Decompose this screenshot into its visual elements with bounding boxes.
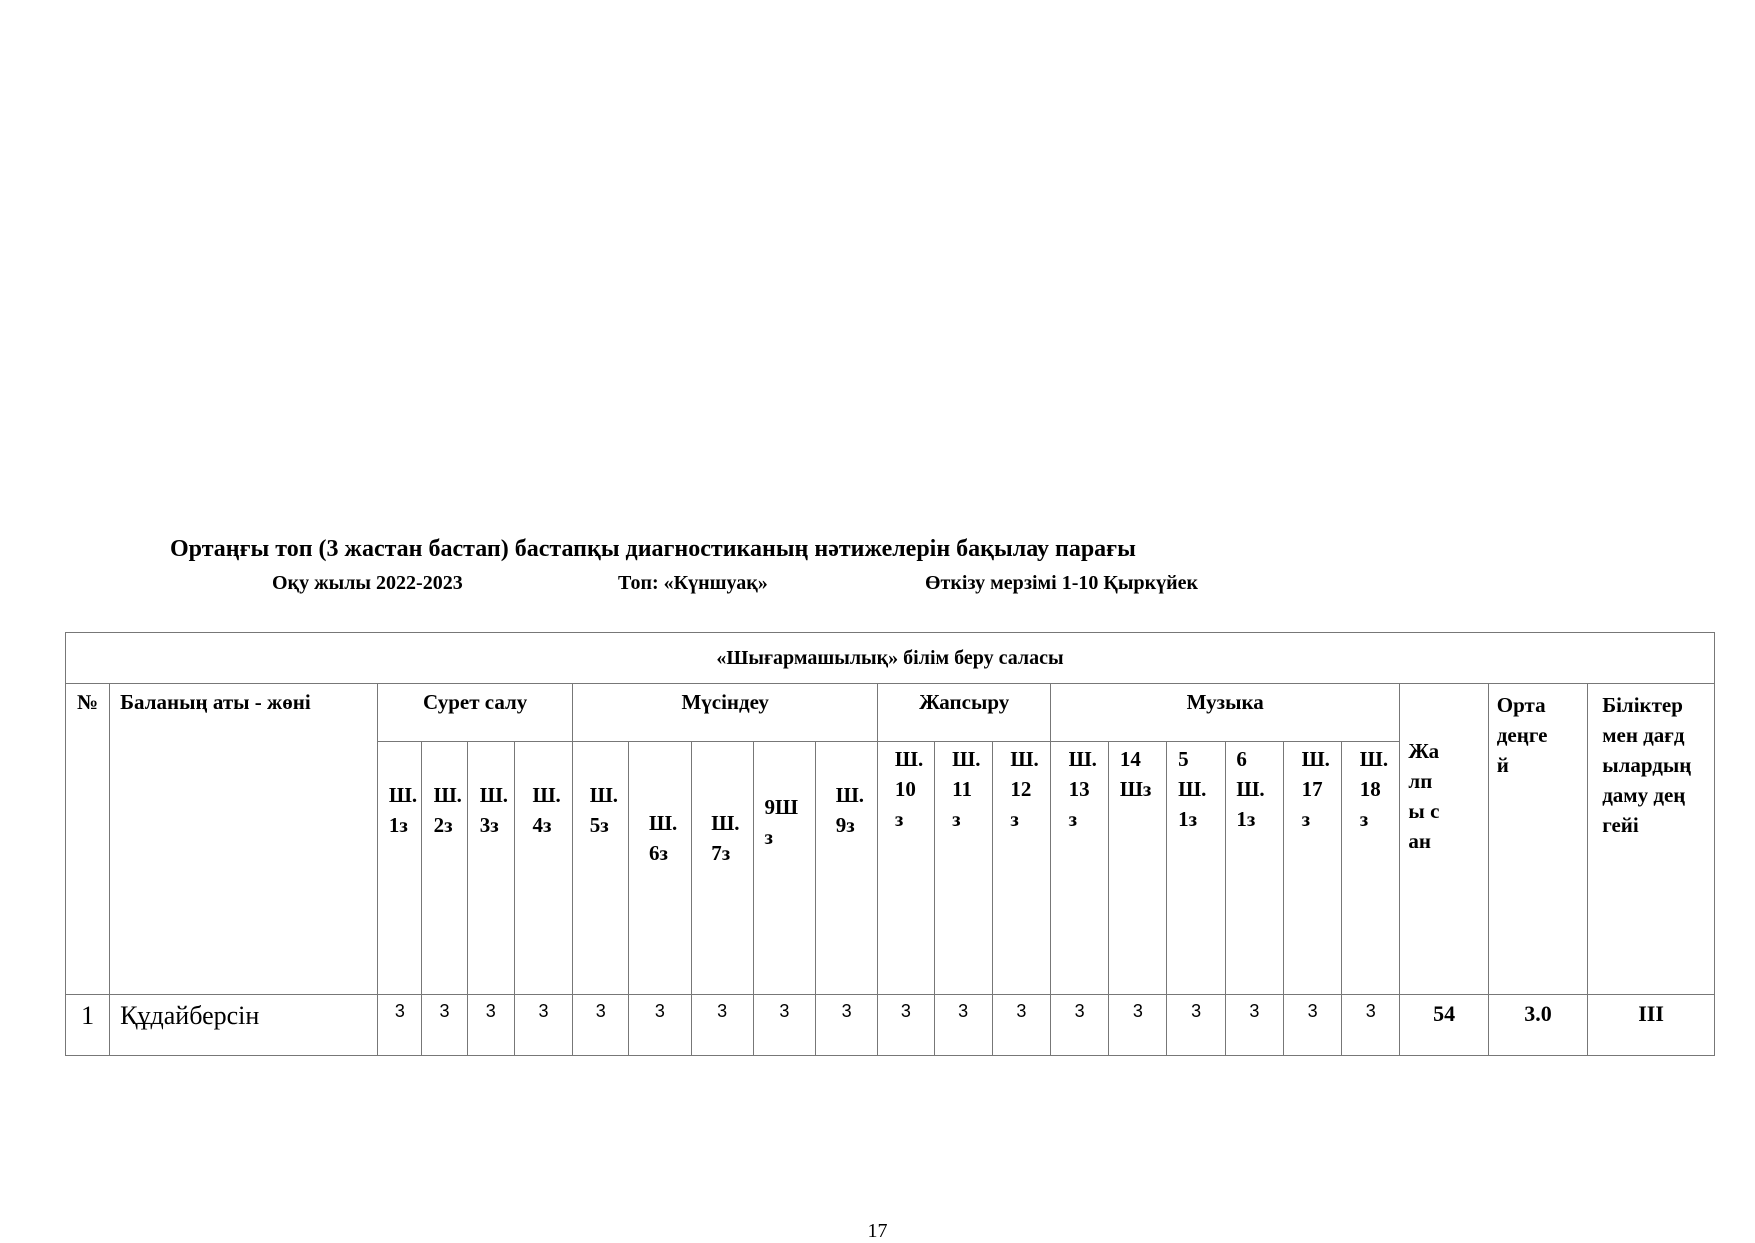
score-cell: 3	[816, 995, 878, 1056]
indicator-code: Ш.11з	[934, 742, 992, 995]
indicator-code: Ш.1з	[378, 742, 422, 995]
skills-level-column-header: Біліктер мен дағдылардың даму деңгейі	[1588, 684, 1715, 995]
score-cell: 3	[1342, 995, 1400, 1056]
score-cell: 3	[573, 995, 629, 1056]
group-name: Топ: «Күншуақ»	[618, 572, 768, 594]
score-cell: 3	[422, 995, 467, 1056]
score-cell: 3	[934, 995, 992, 1056]
average-score: 3.0	[1488, 995, 1587, 1056]
score-cell: 3	[691, 995, 753, 1056]
indicator-code: Ш.9з	[816, 742, 878, 995]
score-cell: 3	[992, 995, 1050, 1056]
child-name-column-header: Баланың аты - жөні	[110, 684, 378, 995]
indicator-code: Ш.4з	[514, 742, 572, 995]
score-cell: 3	[378, 995, 422, 1056]
indicator-code: Ш.6з	[629, 742, 691, 995]
score-cell: 3	[467, 995, 514, 1056]
indicator-code: Ш.7з	[691, 742, 753, 995]
document-title: Ортаңғы топ (3 жастан бастап) бастапқы диагностиканың нәтижелерін бақылау парағы	[170, 536, 1136, 562]
group-music: Музыка	[1051, 684, 1400, 742]
group-drawing: Сурет салу	[378, 684, 573, 742]
education-area-title: «Шығармашылық» білім беру саласы	[66, 633, 1715, 684]
group-modeling: Мүсіндеу	[573, 684, 878, 742]
score-cell: 3	[514, 995, 572, 1056]
average-level-column-header: Орта деңгей	[1488, 684, 1587, 995]
diagnostics-table	[65, 632, 1715, 1056]
score-cell: 3	[629, 995, 691, 1056]
indicator-code: Ш.3з	[467, 742, 514, 995]
score-cell: 3	[1225, 995, 1283, 1056]
table-row	[66, 995, 1715, 1056]
score-cell: 3	[753, 995, 815, 1056]
indicator-code: Ш.5з	[573, 742, 629, 995]
group-header-row	[66, 684, 1715, 742]
score-cell: 3	[1051, 995, 1109, 1056]
indicator-code: Ш.18з	[1342, 742, 1400, 995]
group-applique: Жапсыру	[878, 684, 1051, 742]
page-number: 17	[867, 1220, 888, 1242]
indicator-code: Ш.13з	[1051, 742, 1109, 995]
indicator-code: 6Ш.1з	[1225, 742, 1283, 995]
indicator-code: Ш.2з	[422, 742, 467, 995]
indicator-code: 14Шз	[1109, 742, 1167, 995]
number-column-header: №	[66, 684, 110, 995]
score-cell: 3	[1109, 995, 1167, 1056]
row-number: 1	[66, 995, 110, 1056]
indicator-code: Ш.17з	[1283, 742, 1341, 995]
total-score: 54	[1400, 995, 1488, 1056]
score-cell: 3	[1167, 995, 1225, 1056]
score-cell: 3	[878, 995, 934, 1056]
indicator-code: Ш.10з	[878, 742, 934, 995]
academic-year: Оқу жылы 2022-2023	[272, 572, 463, 594]
indicator-code: 9Шз	[753, 742, 815, 995]
area-header-row	[66, 633, 1715, 684]
score-cell: 3	[1283, 995, 1341, 1056]
conduct-period: Өткізу мерзімі 1-10 Қыркүйек	[925, 572, 1199, 594]
indicator-code: 5Ш.1з	[1167, 742, 1225, 995]
total-column-header: Жалпы сан	[1400, 684, 1488, 995]
skills-level: ІІІ	[1588, 995, 1715, 1056]
child-name: Құдайберсін	[110, 995, 378, 1056]
indicator-code: Ш.12з	[992, 742, 1050, 995]
